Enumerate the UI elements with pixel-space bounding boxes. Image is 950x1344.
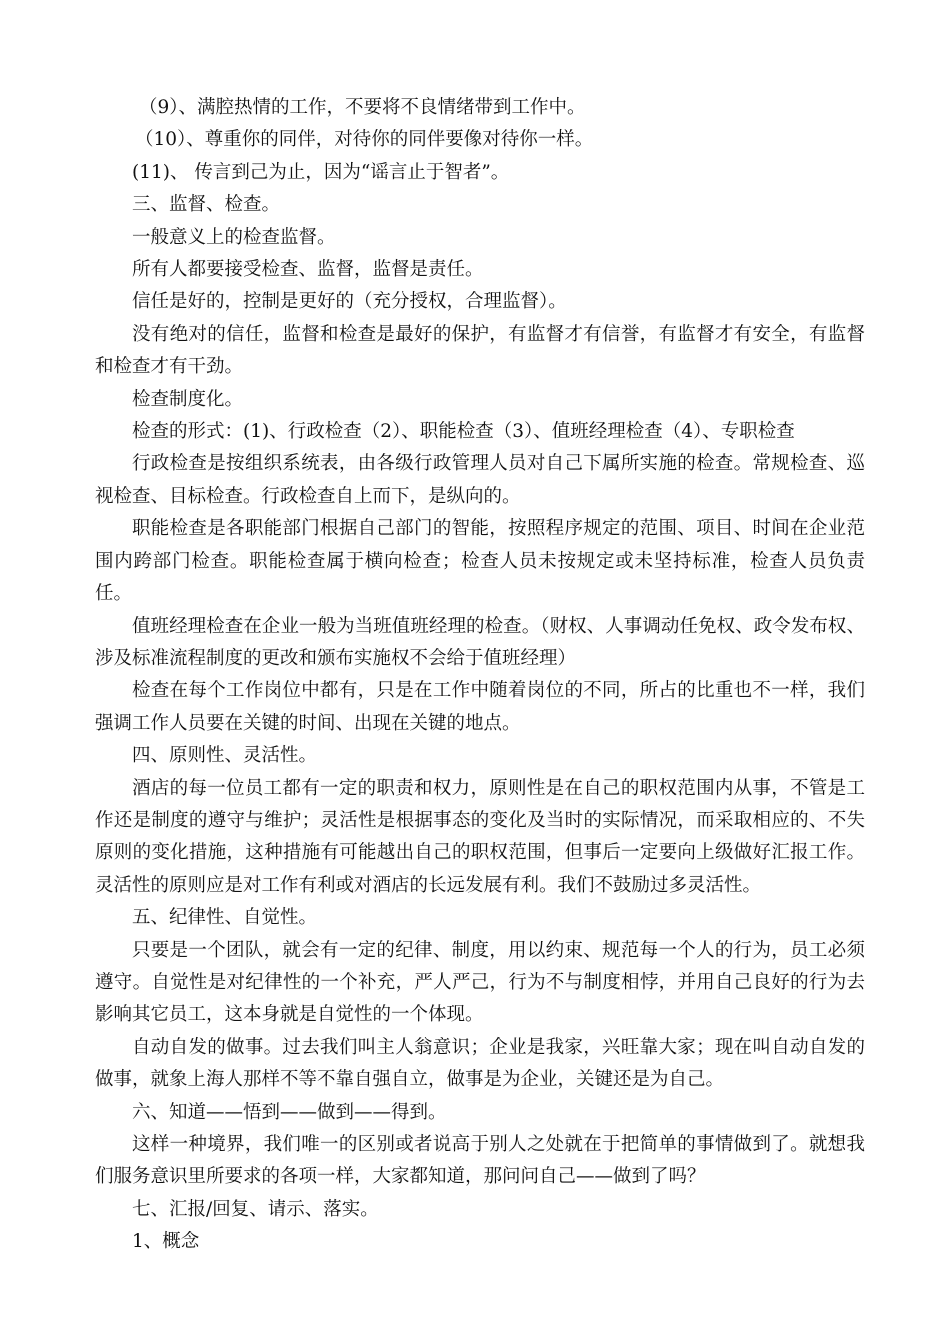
section-heading-7: 七、汇报/回复、请示、落实。 bbox=[132, 1198, 379, 1220]
subsection-heading-1: 1、概念 bbox=[132, 1231, 200, 1253]
paragraph: 这样一种境界，我们唯一的区别或者说高于别人之处就在于把简单的事情做到了。就想我们服务意识里所要求的各项一样，大家都知道，那问问自己——做到了吗？ bbox=[95, 1134, 865, 1188]
paragraph: 信任是好的，控制是更好的（充分授权，合理监督）。 bbox=[132, 291, 567, 313]
section-heading-4: 四、原则性、灵活性。 bbox=[132, 745, 318, 767]
paragraph-item-11: (11)、 传言到己为止，因为“谣言止于智者”。 bbox=[132, 161, 510, 183]
paragraph: 检查在每个工作岗位中都有，只是在工作中随着岗位的不同，所占的比重也不一样，我们强调工作人员要在关键的时间、出现在关键的地点。 bbox=[95, 680, 865, 734]
document-body bbox=[95, 92, 865, 1259]
paragraph: 一般意义上的检查监督。 bbox=[132, 226, 336, 248]
section-heading-6: 六、知道——悟到——做到——得到。 bbox=[132, 1101, 447, 1123]
section-heading-5: 五、纪律性、自觉性。 bbox=[132, 907, 318, 929]
paragraph: 行政检查是按组织系统表，由各级行政管理人员对自己下属所实施的检查。常规检查、巡视检查、目标检查。行政检查自上而下，是纵向的。 bbox=[95, 453, 865, 507]
paragraph-item-10: （10）、尊重你的同伴，对待你的同伴要像对待你一样。 bbox=[135, 129, 594, 151]
section-heading-3: 三、监督、检查。 bbox=[132, 194, 281, 216]
paragraph: 酒店的每一位员工都有一定的职责和权力，原则性是在自己的职权范围内从事，不管是工作还是制度的遵守与维护；灵活性是根据事态的变化及当时的实际情况，而采取相应的、不失原则的变化措施，这种措施有可能越出自己的职权范围，但事后一定要向上级做好汇报工作。灵活性的原则应是对工作有利或对酒店的长远发展有利。我们不鼓励过多灵活性。 bbox=[95, 777, 865, 896]
paragraph: 所有人都要接受检查、监督，监督是责任。 bbox=[132, 259, 484, 281]
paragraph: 没有绝对的信任，监督和检查是最好的保护，有监督才有信誉，有监督才有安全，有监督和检查才有干劲。 bbox=[95, 323, 865, 378]
paragraph: 职能检查是各职能部门根据自己部门的智能，按照程序规定的范围、项目、时间在企业范围内跨部门检查。职能检查属于横向检查；检查人员未按规定或未坚持标准，检查人员负责任。 bbox=[95, 518, 865, 605]
paragraph: 检查的形式：(1)、行政检查（2）、职能检查（3）、值班经理检查（4）、专职检查 bbox=[132, 421, 795, 443]
paragraph: 检查制度化。 bbox=[132, 388, 244, 410]
paragraph: 值班经理检查在企业一般为当班值班经理的检查。（财权、人事调动任免权、政令发布权、涉及标准流程制度的更改和颁布实施权不会给于值班经理） bbox=[95, 615, 865, 669]
paragraph: 自动自发的做事。过去我们叫主人翁意识；企业是我家，兴旺靠大家；现在叫自动自发的做事，就象上海人那样不等不靠自强自立，做事是为企业，关键还是为自己。 bbox=[95, 1036, 865, 1091]
paragraph-item-9: （9）、满腔热情的工作，不要将不良情绪带到工作中。 bbox=[139, 97, 586, 118]
paragraph: 只要是一个团队，就会有一定的纪律、制度，用以约束、规范每一个人的行为，员工必须遵守。自觉性是对纪律性的一个补充，严人严己，行为不与制度相悖，并用自己良好的行为去影响其它员工，这本身就是自觉性的一个体现。 bbox=[95, 939, 865, 1026]
